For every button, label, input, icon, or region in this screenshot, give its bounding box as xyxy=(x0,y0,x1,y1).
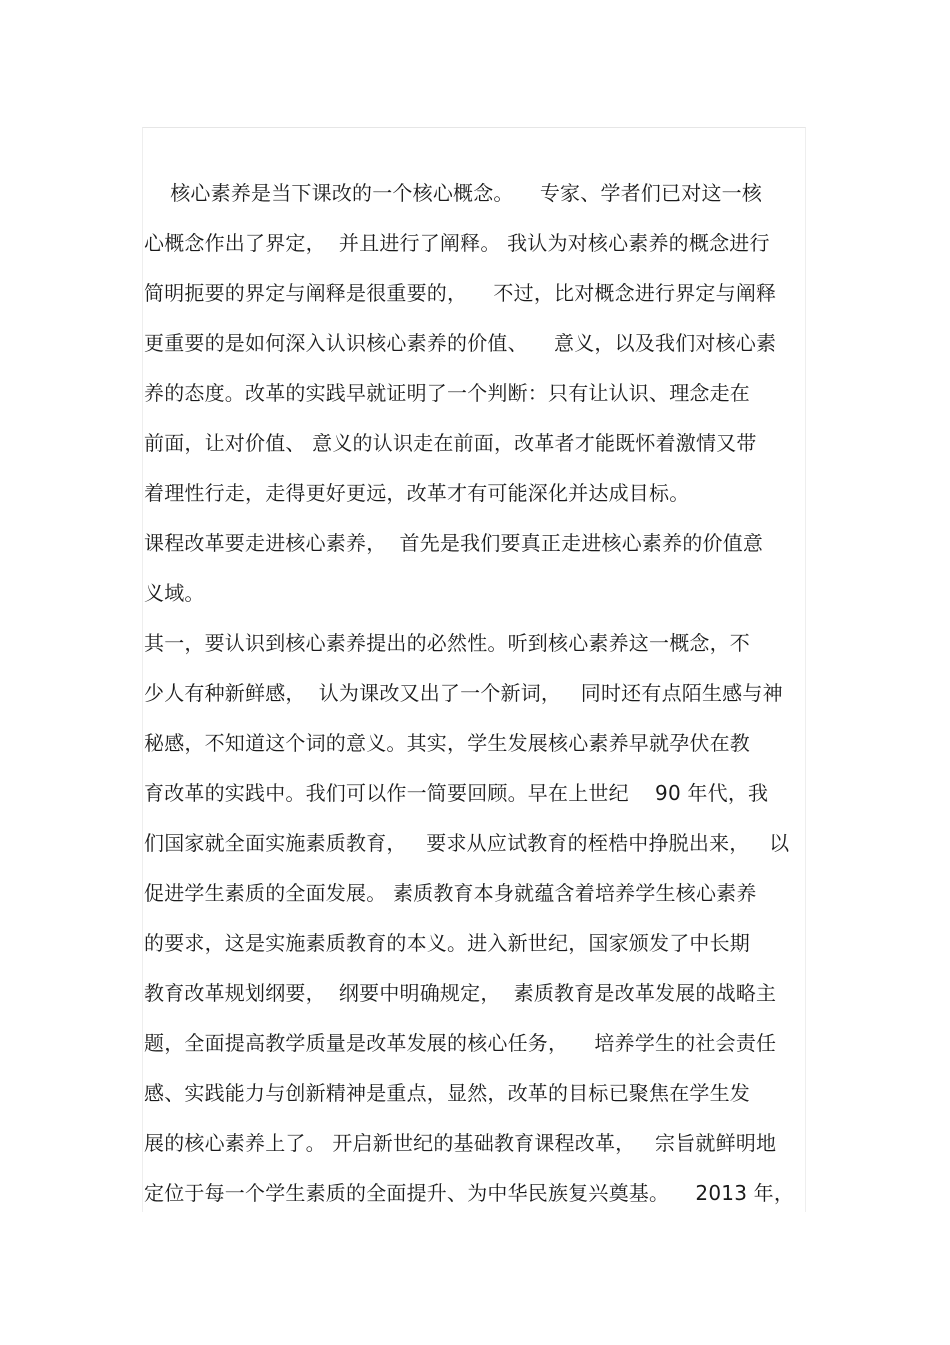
text-line: 前面，让对价值、 意义的认识走在前面，改革者才能既怀着激情又带 xyxy=(144,431,757,455)
text-line: 养的态度。改革的实践早就证明了一个判断：只有让认识、理念走在 xyxy=(144,381,750,405)
text-line: 课程改革要走进核心素养， 首先是我们要真正走进核心素养的价值意 xyxy=(144,531,764,555)
text-line: 核心素养是当下课改的一个核心概念。 专家、学者们已对这一核 xyxy=(144,181,763,205)
text-line: 更重要的是如何深入认识核心素养的价值、 意义，以及我们对核心素 xyxy=(144,331,777,355)
text-line: 定位于每一个学生素质的全面提升、为中华民族复兴奠基。 2013 年， xyxy=(144,1181,795,1205)
text-line: 义域。 xyxy=(144,581,205,605)
text-line: 育改革的实践中。我们可以作一简要回顾。早在上世纪 90 年代，我 xyxy=(144,781,769,805)
text-line: 们国家就全面实施素质教育， 要求从应试教育的桎梏中挣脱出来， 以 xyxy=(144,831,790,855)
text-line: 的要求，这是实施素质教育的本义。进入新世纪，国家颁发了中长期 xyxy=(144,931,750,955)
text-line: 展的核心素养上了。 开启新世纪的基础教育课程改革， 宗旨就鲜明地 xyxy=(144,1131,777,1155)
text-line: 促进学生素质的全面发展。 素质教育本身就蕴含着培养学生核心素养 xyxy=(144,881,757,905)
text-line: 心概念作出了界定， 并且进行了阐释。 我认为对核心素养的概念进行 xyxy=(144,231,770,255)
text-line: 秘感，不知道这个词的意义。其实，学生发展核心素养早就孕伏在教 xyxy=(144,731,750,755)
text-line: 教育改革规划纲要， 纲要中明确规定， 素质教育是改革发展的战略主 xyxy=(144,981,777,1005)
text-line: 着理性行走，走得更好更远，改革才有可能深化并达成目标。 xyxy=(144,481,690,505)
text-line: 感、实践能力与创新精神是重点，显然，改革的目标已聚焦在学生发 xyxy=(144,1081,750,1105)
text-line: 题，全面提高教学质量是改革发展的核心任务， 培养学生的社会责任 xyxy=(144,1031,777,1055)
text-line: 简明扼要的界定与阐释是很重要的， 不过，比对概念进行界定与阐释 xyxy=(144,281,777,305)
document-body xyxy=(144,172,806,1222)
text-line: 少人有种新鲜感， 认为课改又出了一个新词， 同时还有点陌生感与神 xyxy=(144,681,783,705)
text-line: 其一，要认识到核心素养提出的必然性。听到核心素养这一概念，不 xyxy=(144,631,750,655)
